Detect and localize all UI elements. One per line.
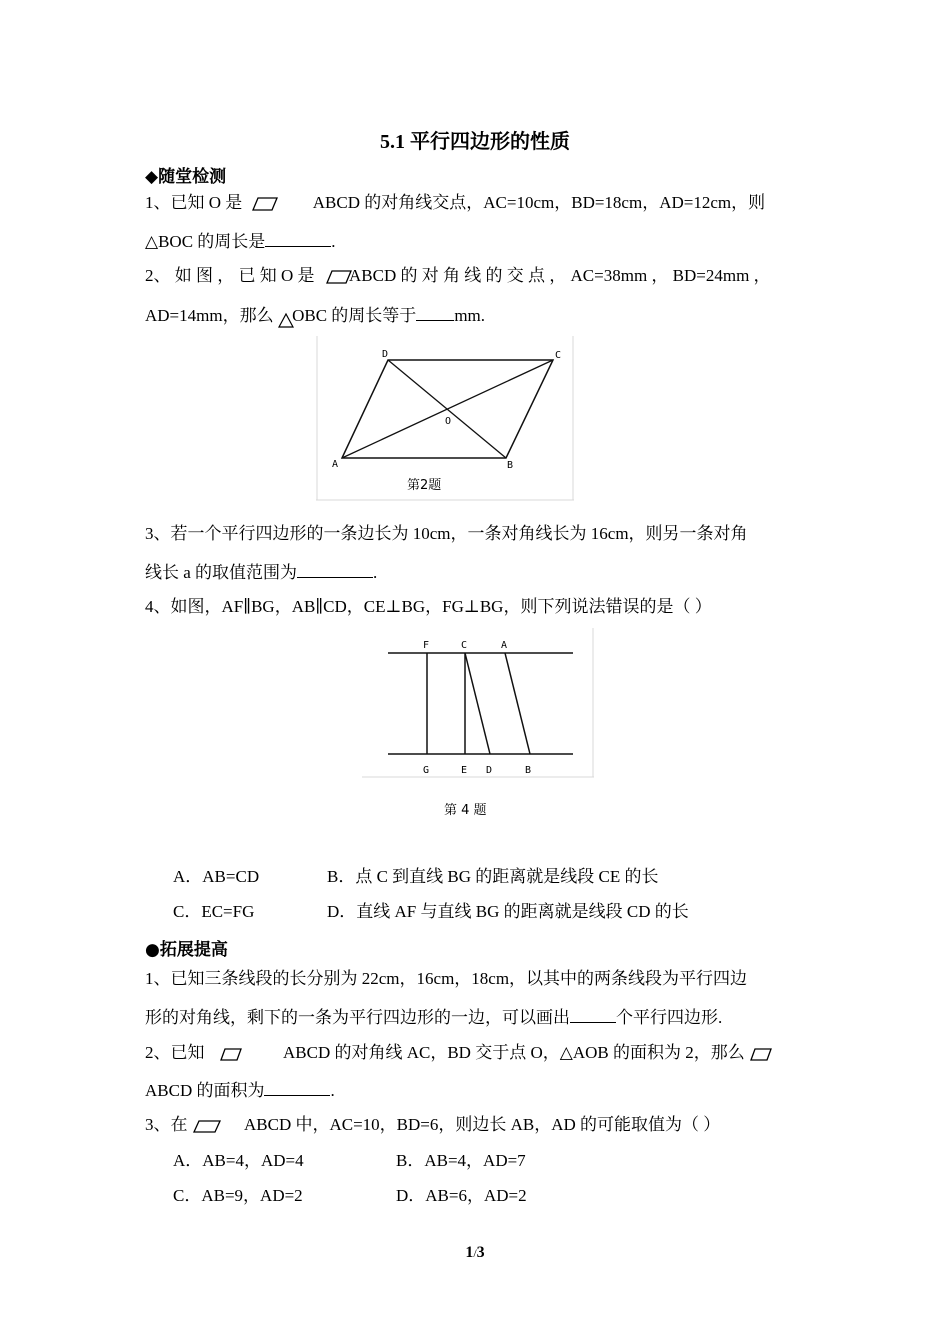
label-b: B xyxy=(525,765,532,776)
segment-ab xyxy=(505,653,530,754)
section-heading-extension xyxy=(145,935,228,960)
parallelogram-icon xyxy=(219,1046,243,1062)
practice-q3-line1: 3、若一个平行四边形的一条边长为 10cm，一条对角线长为 16cm，则另一条对角 xyxy=(145,524,748,543)
practice-q2-line1: 2、 如 图 ， 已 知 O 是 ABCD 的 对 角 线 的 交 点 ， AC=38mm ， BD=24mm ， xyxy=(145,266,771,285)
extension-q2-line1: 2、已知 ABCD 的对角线 AC，BD 交于点 O，△AOB 的面积为 2，那么 xyxy=(145,1043,773,1063)
label-c: C xyxy=(461,640,468,651)
answer-blank[interactable] xyxy=(264,1079,330,1096)
extension-q1-line2: 形的对角线，剩下的一条为平行四边形的一边，可以画出 个平行四边形. xyxy=(145,1008,723,1027)
label-c: C xyxy=(555,350,562,361)
option-b[interactable]: B．点 C 到直线 BG 的距离就是线段 CE 的长 xyxy=(327,867,659,886)
option-a[interactable]: A．AB=CD xyxy=(173,867,260,886)
label-g: G xyxy=(423,765,430,776)
option-a[interactable]: A．AB=4，AD=4 xyxy=(173,1151,304,1170)
practice-q3-line2: 线长 a 的取值范围为 . xyxy=(145,563,378,582)
label-a: A xyxy=(332,459,339,470)
label-d: D xyxy=(382,349,389,360)
figure-q4-parallel-lines xyxy=(362,628,598,780)
page-number: 1/3 xyxy=(465,1244,485,1261)
option-b[interactable]: B．AB=4，AD=7 xyxy=(396,1151,526,1170)
option-d[interactable]: D．AB=6，AD=2 xyxy=(396,1186,527,1205)
answer-blank[interactable] xyxy=(297,561,373,578)
figure-caption: 第2题 xyxy=(407,478,442,493)
label-e: E xyxy=(461,765,468,776)
diagonal-bd xyxy=(388,360,506,458)
segment-cd xyxy=(465,653,490,754)
answer-blank[interactable] xyxy=(570,1006,616,1023)
parallelogram-icon xyxy=(749,1046,773,1062)
parallelogram-icon xyxy=(251,196,279,212)
page-title: 5.1 平行四边形的性质 xyxy=(380,131,570,153)
practice-q1-line1: 1、已知 O 是 ABCD 的对角线交点，AC=10cm，BD=18cm，AD=12cm，则 xyxy=(145,193,766,212)
section-label: 拓展提高 xyxy=(159,940,228,960)
section-heading-practice xyxy=(145,162,226,187)
figure-caption: 第 4 题 xyxy=(444,803,487,818)
answer-blank[interactable] xyxy=(416,304,454,321)
dot-bullet-icon: ● xyxy=(145,940,160,960)
label-o: O xyxy=(445,416,452,427)
practice-q1-line2: △BOC 的周长是 . xyxy=(145,232,336,251)
label-f: F xyxy=(423,640,430,651)
extension-q2-line2: ABCD 的面积为 . xyxy=(145,1081,335,1100)
practice-q2-line2: AD=14mm，那么 OBC 的周长等于 mm. xyxy=(145,304,485,329)
option-c[interactable]: C．AB=9，AD=2 xyxy=(173,1186,303,1205)
figure-q2-parallelogram xyxy=(316,336,576,502)
option-c[interactable]: C．EC=FG xyxy=(173,902,255,921)
label-d: D xyxy=(486,765,493,776)
extension-q1-line1: 1、已知三条线段的长分别为 22cm，16cm，18cm，以其中的两条线段为平行四边 xyxy=(145,969,748,988)
label-a: A xyxy=(501,640,508,651)
answer-blank[interactable] xyxy=(265,230,331,247)
practice-q4-stem: 4、如图，AF∥BG，AB∥CD，CE⊥BG，FG⊥BG，则下列说法错误的是（ ） xyxy=(145,597,712,616)
option-d[interactable]: D．直线 AF 与直线 BG 的距离就是线段 CD 的长 xyxy=(327,902,689,921)
diamond-bullet-icon: ◆ xyxy=(145,167,159,187)
label-b: B xyxy=(507,460,514,471)
extension-q3-stem: 3、在 ABCD 中，AC=10，BD=6，则边长 AB，AD 的可能取值为（ ） xyxy=(145,1115,721,1134)
section-label: 随堂检测 xyxy=(158,167,227,187)
parallelogram-icon xyxy=(192,1118,222,1134)
